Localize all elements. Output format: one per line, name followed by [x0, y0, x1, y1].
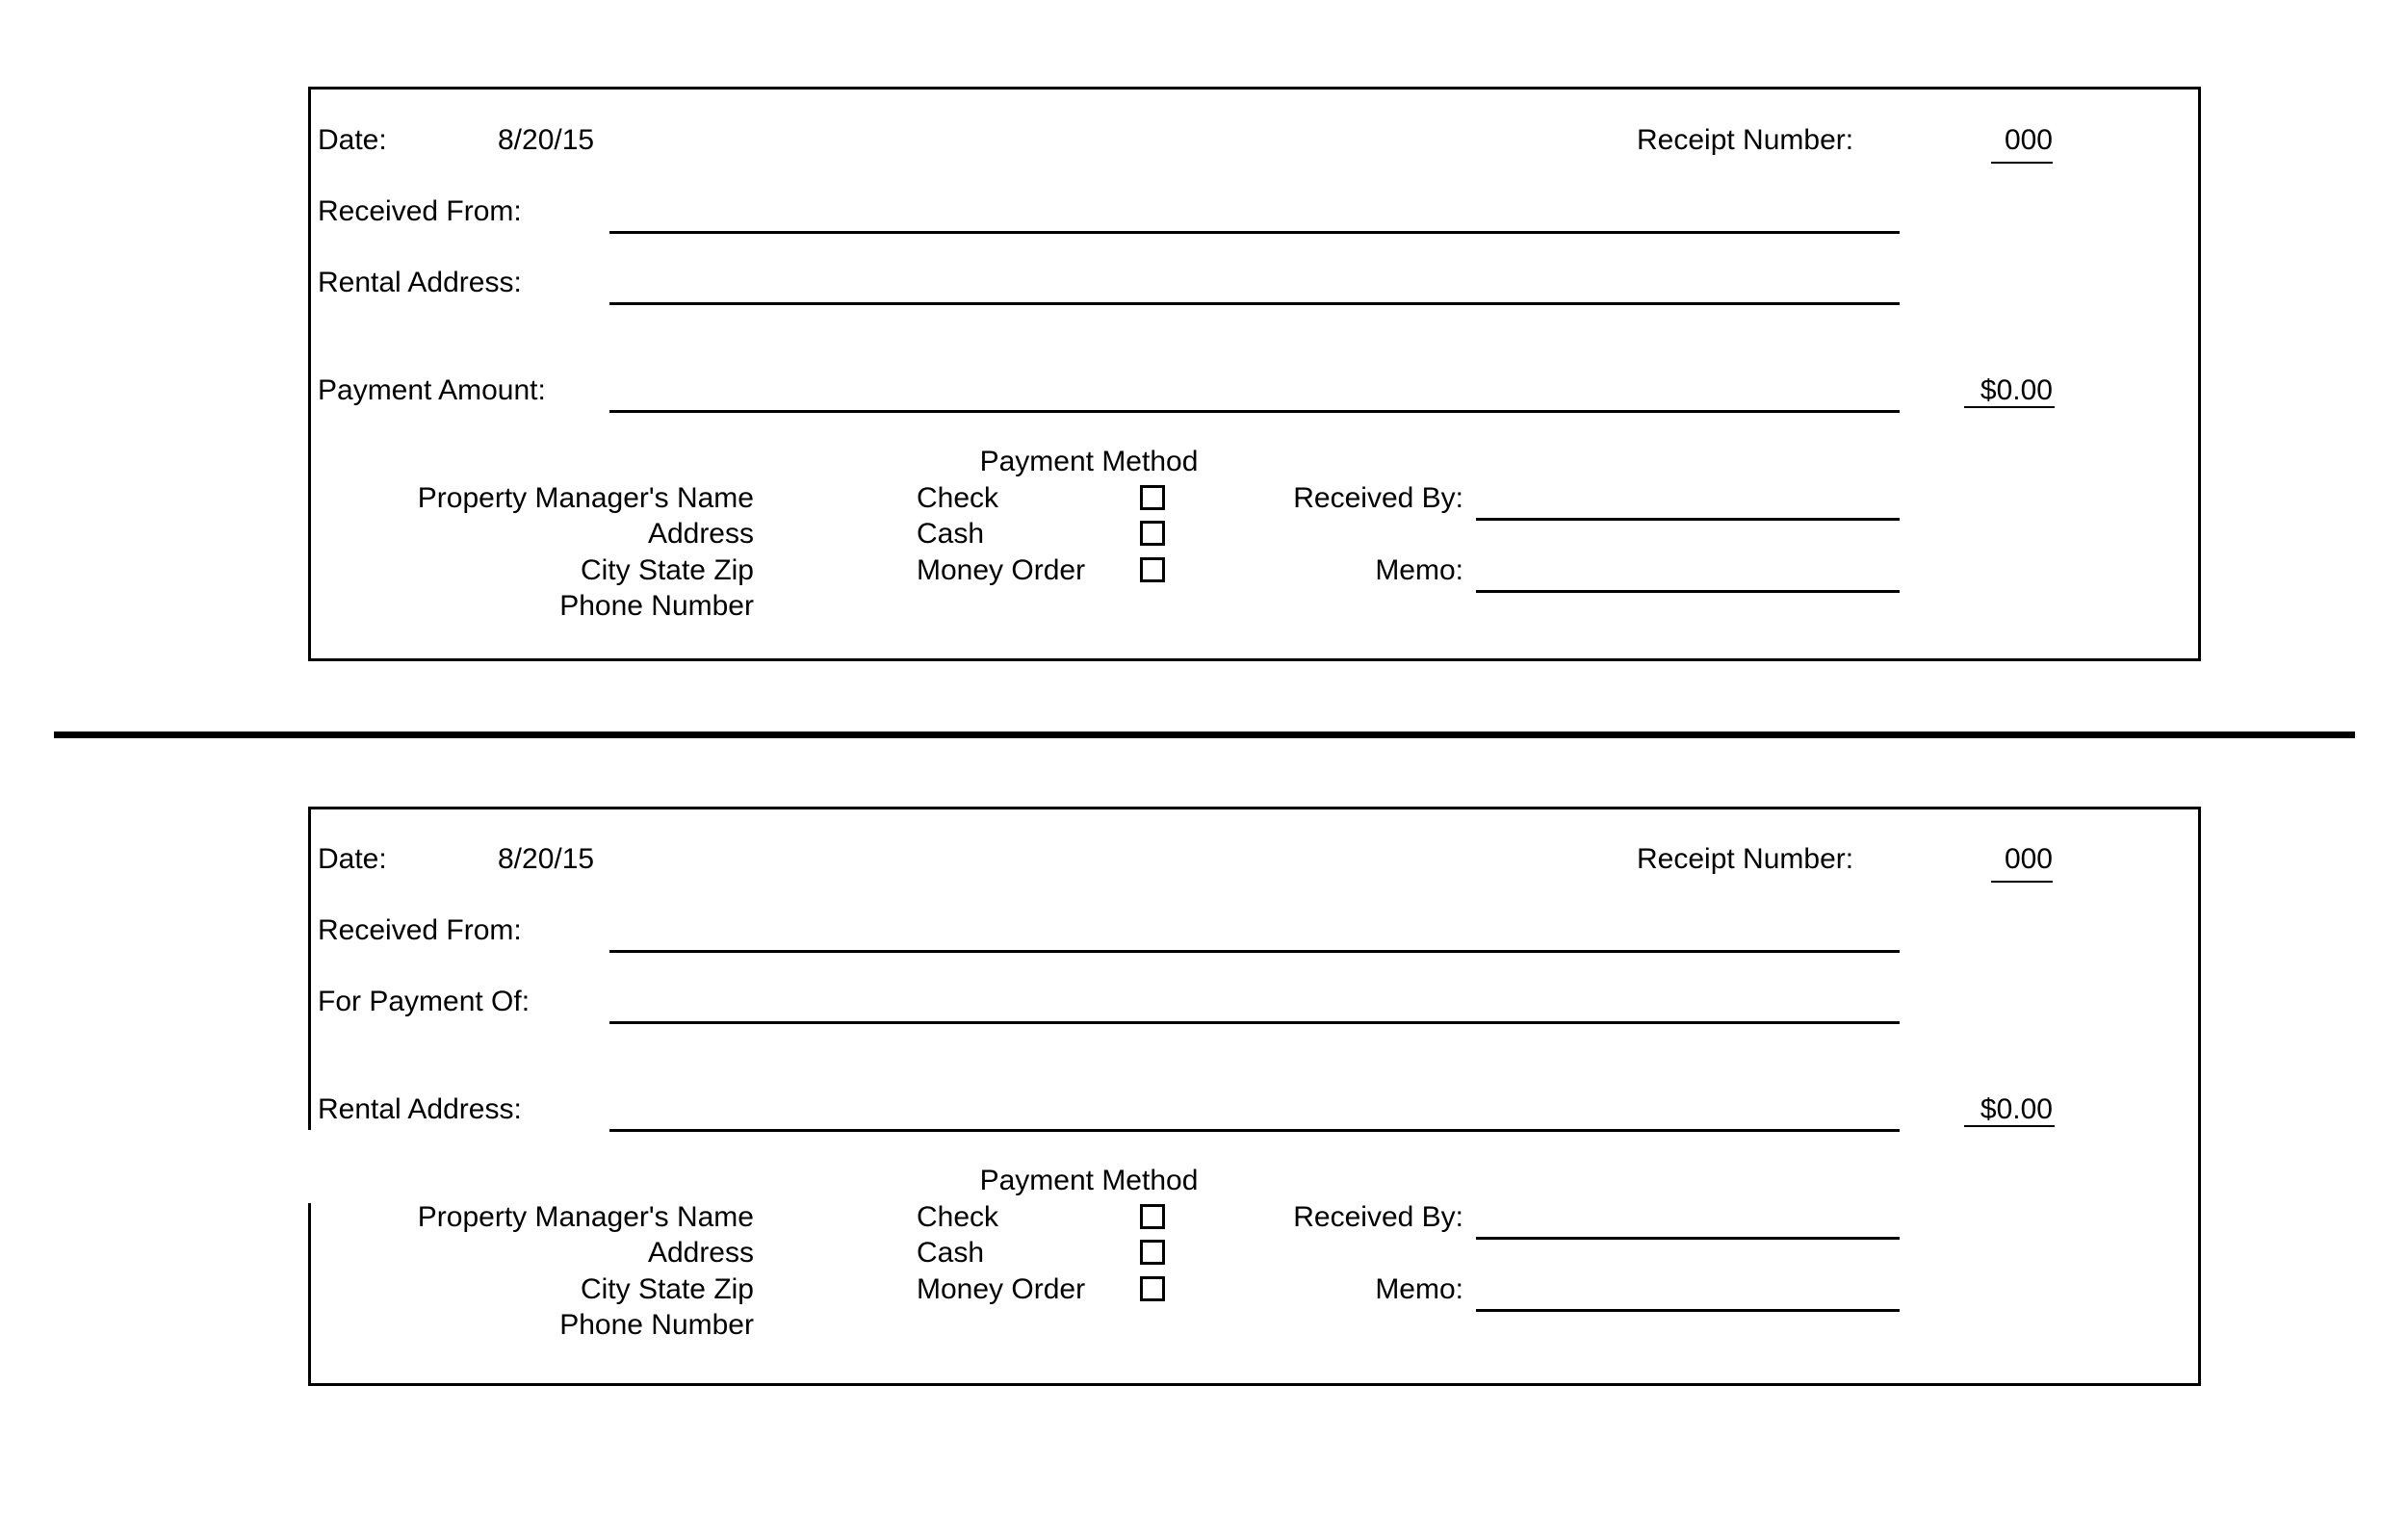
receipt-number-label: Receipt Number: [1637, 843, 1854, 875]
manager-phone-number: Phone Number [559, 590, 754, 622]
payment-method-title: Payment Method [979, 1165, 1199, 1196]
received-from-field-line[interactable] [609, 950, 1900, 953]
amount-value: $0.00 [1980, 1093, 2053, 1125]
receipt-bottom-frame-left-lower [308, 1203, 311, 1386]
cash-label: Cash [917, 518, 985, 550]
section-divider [54, 732, 2355, 738]
receipt-number-value: 000 [2004, 124, 2053, 156]
rental-address-field-line[interactable] [609, 1129, 1900, 1132]
date-label: Date: [318, 843, 387, 875]
received-by-field-line[interactable] [1476, 1237, 1900, 1240]
money-order-checkbox[interactable] [1140, 557, 1165, 582]
received-from-label: Received From: [318, 914, 522, 946]
rental-address-field-line[interactable] [609, 302, 1900, 305]
check-checkbox[interactable] [1140, 1204, 1165, 1229]
receipt-number-label: Receipt Number: [1637, 124, 1854, 156]
rental-address-label: Rental Address: [318, 267, 522, 298]
received-from-field-line[interactable] [609, 231, 1900, 234]
received-by-label: Received By: [1293, 1201, 1463, 1233]
receipt-number-underline [1991, 881, 2053, 883]
manager-address: Address [647, 518, 754, 550]
amount-value: $0.00 [1980, 374, 2053, 406]
receipt-bottom-frame-left-upper [308, 807, 311, 1130]
cash-label: Cash [917, 1237, 985, 1269]
cash-checkbox[interactable] [1140, 1240, 1165, 1265]
check-checkbox[interactable] [1140, 485, 1165, 510]
receipt-bottom-frame-right [2198, 807, 2201, 1386]
manager-phone-number: Phone Number [559, 1309, 754, 1341]
payment-method-title: Payment Method [979, 446, 1199, 477]
memo-label: Memo: [1375, 554, 1463, 586]
check-label: Check [917, 1201, 999, 1233]
payment-amount-field-line[interactable] [609, 410, 1900, 413]
date-value: 8/20/15 [498, 843, 595, 875]
cash-checkbox[interactable] [1140, 521, 1165, 546]
manager-city-state-zip: City State Zip [580, 1273, 754, 1305]
rental-address-label: Rental Address: [318, 1093, 522, 1125]
money-order-checkbox[interactable] [1140, 1276, 1165, 1301]
manager-city-state-zip: City State Zip [580, 554, 754, 586]
received-from-label: Received From: [318, 195, 522, 227]
received-by-label: Received By: [1293, 482, 1463, 514]
memo-field-line[interactable] [1476, 590, 1900, 593]
memo-field-line[interactable] [1476, 1309, 1900, 1312]
receipt-number-underline [1991, 162, 2053, 164]
property-manager-name: Property Manager's Name [417, 1201, 754, 1233]
receipt-bottom-frame-bottom [308, 1383, 2201, 1386]
property-manager-name: Property Manager's Name [417, 482, 754, 514]
memo-label: Memo: [1375, 1273, 1463, 1305]
check-label: Check [917, 482, 999, 514]
amount-underline [1964, 406, 2055, 408]
date-label: Date: [318, 124, 387, 156]
payment-amount-label: Payment Amount: [318, 374, 546, 406]
receipt-number-value: 000 [2004, 843, 2053, 875]
money-order-label: Money Order [917, 554, 1086, 586]
received-by-field-line[interactable] [1476, 518, 1900, 521]
for-payment-of-field-line[interactable] [609, 1021, 1900, 1024]
manager-address: Address [647, 1237, 754, 1269]
date-value: 8/20/15 [498, 124, 595, 156]
amount-underline [1964, 1125, 2055, 1127]
for-payment-of-label: For Payment Of: [318, 986, 531, 1017]
money-order-label: Money Order [917, 1273, 1086, 1305]
receipt-bottom-frame-top [308, 807, 2201, 809]
